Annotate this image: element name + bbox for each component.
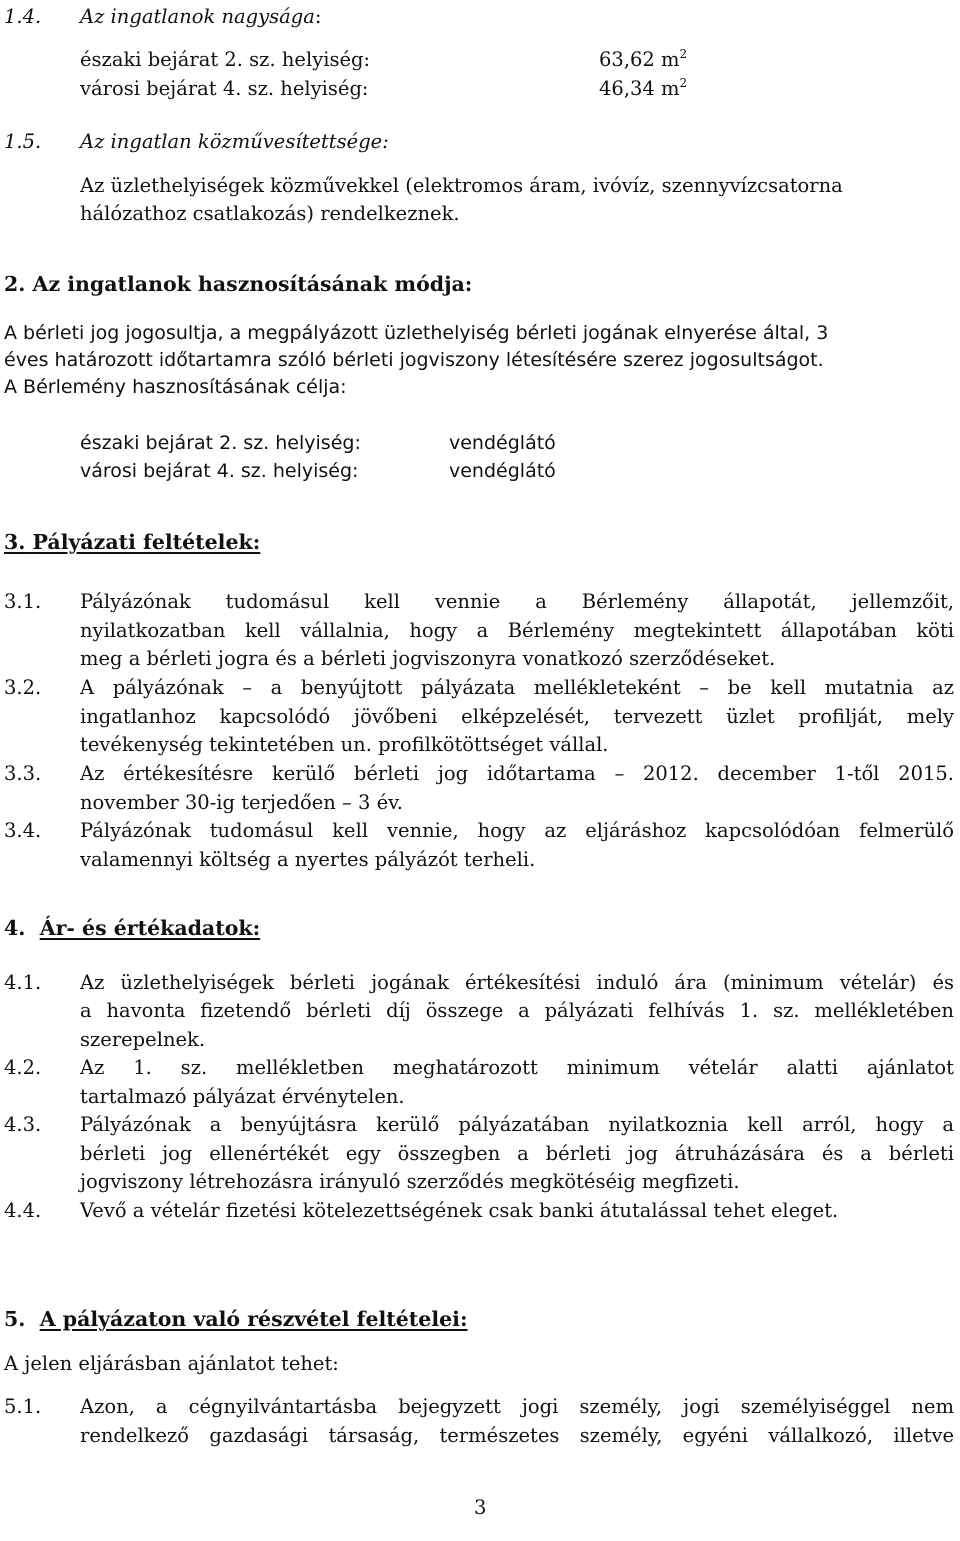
paragraph-line: november 30-ig terjedően – 3 év. (80, 791, 404, 814)
paragraph-line: A pályázónak – a benyújtott pályázata mellékleteként – be kell mutatnia az (80, 676, 954, 699)
area-label-city: városi bejárat 4. sz. helyiség: (80, 77, 369, 100)
paragraph-line: nyilatkozatban kell vállalnia, hogy a Bérlemény megtekintett állapotában köti (80, 619, 954, 642)
item-number: 4.4. (4, 1199, 42, 1222)
item-number: 3.3. (4, 762, 42, 785)
item-number: 4.3. (4, 1113, 42, 1136)
paragraph-line: Az üzlethelyiségek közművekkel (elektromos áram, ivóvíz, szennyvízcsatorna (80, 174, 843, 197)
item-number: 4.2. (4, 1056, 42, 1079)
paragraph-line: jogviszony létrehozásra irányuló szerződés megkötéséig megfizeti. (80, 1170, 740, 1193)
paragraph-line: tevékenység tekintetében un. profilkötöttséget vállal. (80, 733, 609, 756)
paragraph-line: Az értékesítésre kerülő bérleti jog időtartama – 2012. december 1-től 2015. (80, 762, 954, 785)
paragraph-line: Az 1. sz. mellékletben meghatározott minimum vételár alatti ajánlatot (80, 1056, 954, 1079)
item-number: 3.4. (4, 819, 42, 842)
section-number: 1.5. (4, 130, 42, 153)
area-label-north: északi bejárat 2. sz. helyiség: (80, 48, 371, 71)
section-number: 1.4. (4, 5, 42, 28)
section-title: Az ingatlanok nagysága: (80, 5, 322, 28)
paragraph-line: tartalmazó pályázat érvénytelen. (80, 1085, 405, 1108)
section-heading: 3. Pályázati feltételek: (4, 530, 261, 554)
paragraph-line: a havonta fizetendő bérleti díj összege a pályázati felhívás 1. sz. mellékletében (80, 999, 954, 1022)
paragraph-line: valamennyi költség a nyertes pályázót terheli. (80, 848, 536, 871)
paragraph-line: A bérleti jog jogosultja, a megpályázott üzlethelyiség bérleti jogának elnyerése által, 3 (4, 322, 829, 344)
item-number: 3.1. (4, 590, 42, 613)
paragraph-line: ingatlanhoz kapcsolódó jövőbeni elképzelését, tervezett üzlet profilját, mely (80, 705, 954, 728)
paragraph-line: Az üzlethelyiségek bérleti jogának értékesítési induló ára (minimum vételár) és (80, 971, 954, 994)
paragraph-line: meg a bérleti jogra és a bérleti jogviszonyra vonatkozó szerződéseket. (80, 647, 776, 670)
paragraph-line: Vevő a vételár fizetési kötelezettségének csak banki átutalással tehet eleget. (80, 1199, 839, 1222)
item-number: 5.1. (4, 1395, 42, 1418)
paragraph-line: bérleti jog ellenértékét egy összegben a bérleti jog átruházására és a bérleti (80, 1142, 954, 1165)
page-number: 3 (474, 1496, 487, 1519)
section-title: Az ingatlan közművesítettsége: (80, 130, 389, 153)
paragraph-line: rendelkező gazdasági társaság, természetes személy, egyéni vállalkozó, illetve (80, 1424, 954, 1447)
item-number: 4.1. (4, 971, 42, 994)
section-intro: A jelen eljárásban ajánlatot tehet: (4, 1352, 339, 1375)
paragraph-line: Pályázónak a benyújtásra kerülő pályázatában nyilatkoznia kell arról, hogy a (80, 1113, 954, 1136)
purpose-value-city: vendéglátó (449, 460, 556, 482)
paragraph-line: Pályázónak tudomásul kell vennie, hogy az eljáráshoz kapcsolódóan felmerülő (80, 819, 954, 842)
purpose-label-north: északi bejárat 2. sz. helyiség: (80, 432, 361, 454)
paragraph-line: éves határozott időtartamra szóló bérleti jogviszony létesítésére szerez jogosultságot. (4, 349, 824, 371)
purpose-value-north: vendéglátó (449, 432, 556, 454)
section-heading: 2. Az ingatlanok hasznosításának módja: (4, 272, 473, 296)
item-number: 3.2. (4, 676, 42, 699)
paragraph-line: hálózathoz csatlakozás) rendelkeznek. (80, 202, 460, 225)
paragraph-line: szerepelnek. (80, 1028, 206, 1051)
paragraph-line: Pályázónak tudomásul kell vennie a Bérlemény állapotát, jellemzőit, (80, 590, 954, 613)
area-value-north: 63,62 $m^2$ (599, 47, 688, 71)
paragraph-line: A Bérlemény hasznosításának célja: (4, 376, 347, 398)
section-heading: 5. A pályázaton való részvétel feltételei: (4, 1307, 468, 1331)
paragraph-line: Azon, a cégnyilvántartásba bejegyzett jogi személy, jogi személyiséggel nem (80, 1395, 954, 1418)
area-value-city: 46,34 $m^2$ (599, 76, 688, 100)
section-heading: 4. Ár- és értékadatok: (4, 916, 261, 940)
purpose-label-city: városi bejárat 4. sz. helyiség: (80, 460, 359, 482)
